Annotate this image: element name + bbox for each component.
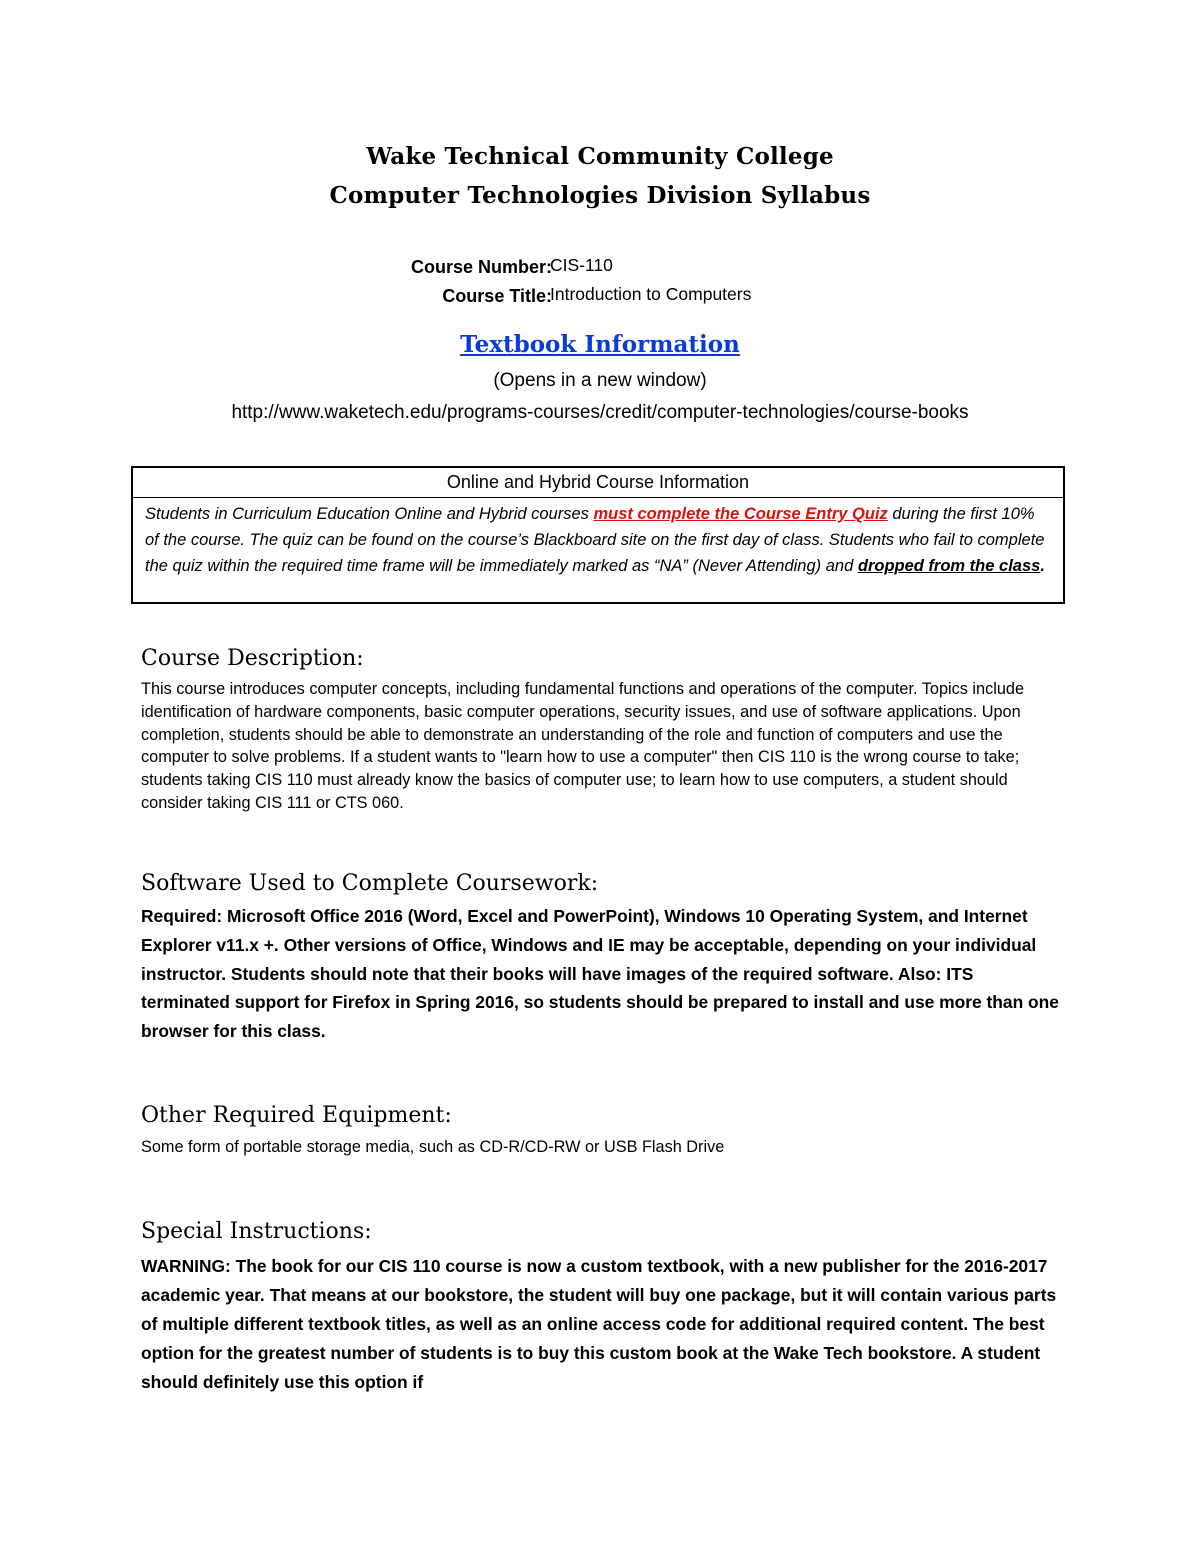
course-number-label: Course Number: [410, 257, 552, 277]
syllabus-title: Computer Technologies Division Syllabus [329, 182, 871, 209]
course-description-text: This course introduces computer concepts, including fundamental functions and operations of the computer. Topics include identification of hardware components, basic computer operations, security issues, and use of software applications. Upon completion, students should be able to demonstrate an understanding of the role and function of computers and use the computer to solve problems. If a student wants to "learn how to use a computer" then CIS 110 is the wrong course to take; students taking CIS 110 must already know the basics of computer use; to learn how to use computers, a student should consider taking CIS 111 or CTS 060. [141, 680, 1025, 812]
online-hybrid-info-box [131, 466, 1065, 604]
online-hybrid-text [133, 498, 1063, 579]
textbook-information-link[interactable]: Textbook Information [460, 331, 740, 358]
course-number-row [300, 253, 1000, 283]
dropped-from-class-text: dropped from the class [857, 557, 1041, 575]
course-description-heading: Course Description: [141, 646, 364, 671]
software-heading: Software Used to Complete Coursework: [141, 871, 599, 896]
course-title-label: Course Title: [442, 286, 552, 306]
course-title-row [300, 282, 1000, 312]
equipment-heading: Other Required Equipment: [141, 1103, 452, 1128]
software-text: Required: Microsoft Office 2016 (Word, Excel and PowerPoint), Windows 10 Operating System, and Internet Explorer v11.x +. Other versions of Office, Windows and IE may be acceptable, depending on your individual instructor. Students should note that their books will have images of the required software. Also: ITS terminated support for Firefox in Spring 2016, so students should be prepared to install and use more than one browser for this class. [141, 906, 1059, 1042]
online-text-end: . [1040, 557, 1045, 575]
online-text-part-2: during the first 10% of the course. The quiz can be found on the course’s Blackboard site on the first day of class. Students who fail to complete the quiz within the required time frame will be immediately marked as “NA” (Never Attending) and [145, 505, 1045, 575]
textbook-url: http://www.waketech.edu/programs-courses/credit/computer-technologies/course-books [231, 402, 969, 423]
special-instructions-text: WARNING: The book for our CIS 110 course is now a custom textbook, with a new publisher for the 2016-2017 academic year. That means at our bookstore, the student will buy one package, but it will contain various parts of multiple different textbook titles, as well as an online access code for additional required content. The best option for the greatest number of students is to buy this custom book at the Wake Tech bookstore. A student should definitely use this option if [141, 1256, 1057, 1392]
college-title: Wake Technical Community College [366, 143, 834, 170]
equipment-text: Some form of portable storage media, such as CD-R/CD-RW or USB Flash Drive [141, 1138, 725, 1156]
online-hybrid-heading: Online and Hybrid Course Information [133, 468, 1063, 498]
course-number-value: CIS-110 [550, 255, 613, 275]
opens-new-window-note: (Opens in a new window) [493, 370, 707, 391]
course-entry-quiz-link[interactable]: must complete the Course Entry Quiz [593, 505, 888, 523]
special-instructions-heading: Special Instructions: [141, 1219, 372, 1244]
online-text-part-1: Students in Curriculum Education Online and Hybrid courses [145, 505, 594, 523]
course-title-value: Introduction to Computers [550, 284, 752, 304]
